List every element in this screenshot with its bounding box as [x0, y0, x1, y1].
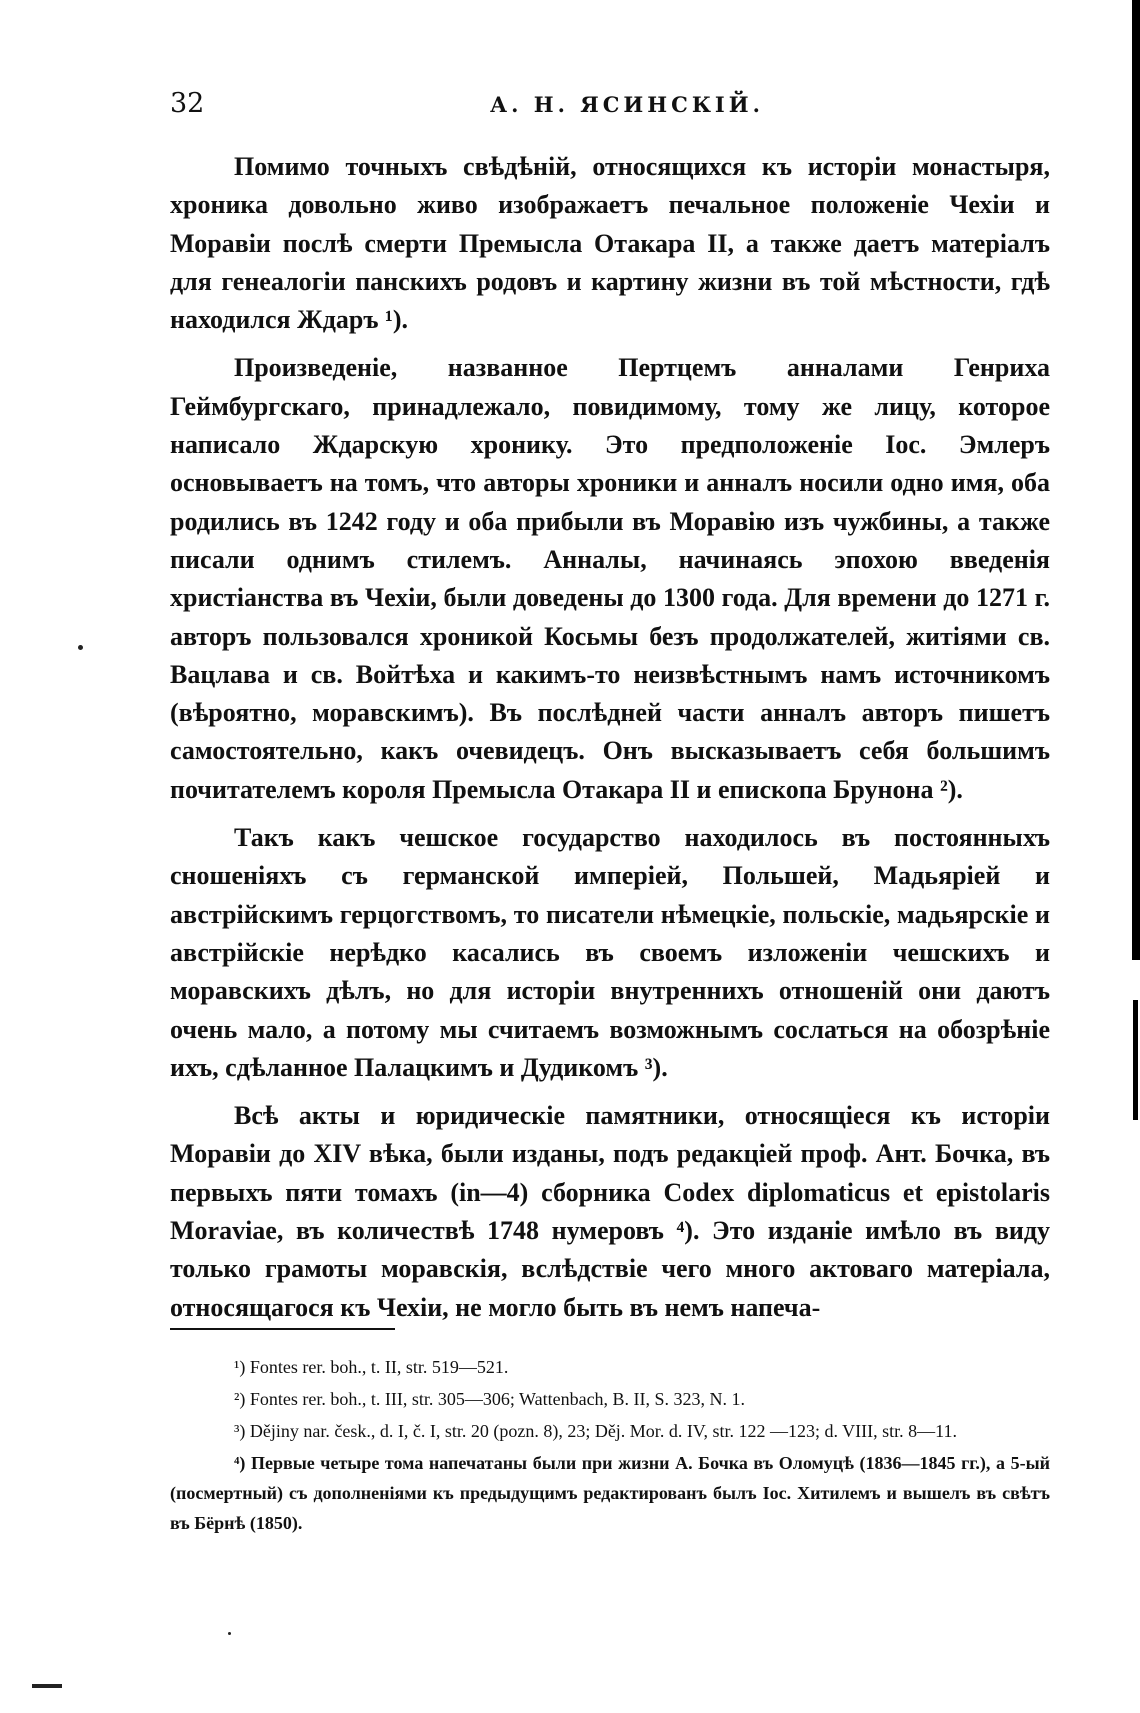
- footnote-separator: [170, 1328, 395, 1330]
- paragraph: Такъ какъ чешское государство находилось въ постоянныхъ сношеніяхъ съ германской имперіей, Польшей, Мадьяріей и австрійскимъ герцогствомъ, то писатели нѣмецкіе, польскіе, мадьярскіе и австрійскіе нерѣдко касались въ своемъ изложеніи чешскихъ и моравскихъ дѣлъ, но для исторіи внутреннихъ отношеній они даютъ очень мало, а потому мы считаемъ возможнымъ сослаться на обозрѣніе ихъ, сдѣланное Палацкимъ и Дудикомъ ³).: [170, 823, 1050, 1082]
- footnote-mark: ²): [234, 1389, 246, 1409]
- footnote-mark: ³): [234, 1421, 246, 1441]
- running-head: А. Н. ЯСИНСКІЙ.: [490, 92, 764, 117]
- page-edge-shadow: [1132, 0, 1140, 960]
- footnote-text: Первые четыре тома напечатаны были при жизни А. Бочка въ Оломуцѣ (1836—1845 гг.), а 5-ый (посмертный) съ дополненіями къ предыдущимъ редактированъ былъ Іос. Хитилемъ и вышелъ въ свѣтъ въ Бёрнѣ (1850).: [170, 1453, 1050, 1533]
- footnote-mark: ⁴): [234, 1453, 246, 1473]
- footnote-text: Fontes rer. boh., t. II, str. 519—521.: [249, 1357, 509, 1377]
- footnote-mark: ¹): [234, 1357, 246, 1377]
- scan-speck: [78, 645, 83, 650]
- page-number: 32: [170, 88, 205, 119]
- paragraph: Помимо точныхъ свѣдѣній, относящихся къ исторіи монастыря, хроника довольно живо изображаетъ печальное положеніе Чехіи и Моравіи послѣ смерти Премысла Отакара II, а также даетъ матеріалъ для генеалогіи панскихъ родовъ и картину жизни въ той мѣстности, гдѣ находился Ждаръ ¹).: [170, 152, 1050, 335]
- main-text: [170, 148, 1050, 1337]
- page-header: [170, 88, 1060, 128]
- scan-mark: [32, 1684, 62, 1688]
- page-edge-shadow-lower: [1133, 1000, 1138, 1120]
- scan-speck: [228, 1632, 231, 1635]
- footnote-3: [170, 1416, 1050, 1446]
- footnote-2: [170, 1384, 1050, 1414]
- footnotes: [170, 1352, 1050, 1540]
- footnote-4: [170, 1448, 1050, 1538]
- footnote-1: [170, 1352, 1050, 1382]
- paragraph: Всѣ акты и юридическіе памятники, относящіеся къ исторіи Моравіи до XIV вѣка, были изданы, подъ редакціей проф. Ант. Бочка, въ первыхъ пяти томахъ (in—4) сборника Codex diplomaticus et epistolaris Moraviae, въ количествѣ 1748 нумеровъ ⁴). Это изданіе имѣло въ виду только грамоты моравскія, вслѣдствіе чего много актоваго матеріала, относящагося къ Чехіи, не могло быть въ немъ напеча-: [170, 1101, 1050, 1322]
- paragraph: Произведеніе, названное Пертцемъ анналами Генриха Геймбургскаго, принадлежало, повидимому, тому же лицу, которое написало Ждарскую хронику. Это предположеніе Іос. Эмлеръ основываетъ на томъ, что авторы хроники и анналъ носили одно имя, оба родились въ 1242 году и оба прибыли въ Моравію изъ чужбины, а также писали однимъ стилемъ. Анналы, начинаясь эпохою введенія христіанства въ Чехіи, были доведены до 1300 года. Для времени до 1271 г. авторъ пользовался хроникой Косьмы безъ продолжателей, житіями св. Вацлава и св. Войтѣха и какимъ-то неизвѣстнымъ намъ источникомъ (вѣроятно, моравскимъ). Въ послѣдней части анналъ авторъ пишетъ самостоятельно, какъ очевидецъ. Онъ высказываетъ себя большимъ почитателемъ короля Премысла Отакара II и епископа Брунона ²).: [170, 353, 1050, 804]
- footnote-text: Dějiny nar. česk., d. I, č. I, str. 20 (pozn. 8), 23; Děj. Mor. d. IV, str. 122 —123; d. VIII, str. 8—11.: [249, 1421, 957, 1441]
- footnote-text: Fontes rer. boh., t. III, str. 305—306; Wattenbach, B. II, S. 323, N. 1.: [249, 1389, 746, 1409]
